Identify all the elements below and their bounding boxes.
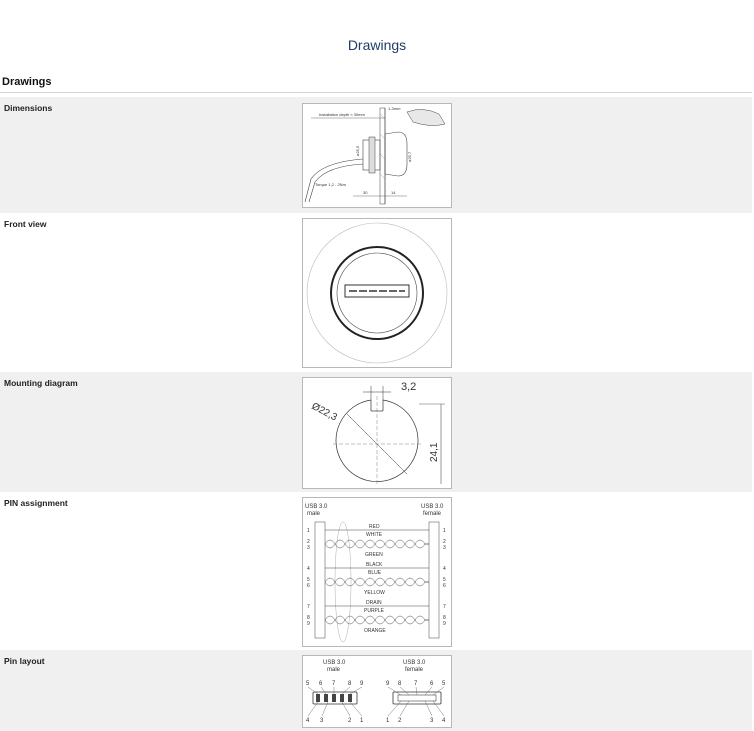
pa-pin-8-left: 8 xyxy=(307,615,310,621)
pa-pin-9-right: 9 xyxy=(443,621,446,627)
pin-assignment-drawing xyxy=(302,497,452,647)
wire-green: GREEN xyxy=(365,552,383,558)
pa-pin-1-left: 1 xyxy=(307,528,310,534)
wire-red: RED xyxy=(369,524,380,530)
heading-divider xyxy=(0,92,752,93)
pl-male-bottom-2: 3 xyxy=(320,718,324,724)
pa-pin-9-left: 9 xyxy=(307,621,310,627)
section-heading: Drawings xyxy=(2,76,52,88)
pa-pin-4-left: 4 xyxy=(307,566,310,572)
pl-female-bottom-2: 2 xyxy=(398,718,402,724)
installation-depth-label: Installation depth ≈ 30mm xyxy=(319,112,365,117)
front-view-drawing xyxy=(302,218,452,368)
pa-pin-2-right: 2 xyxy=(443,539,446,545)
pa-pin-7-left: 7 xyxy=(307,604,310,610)
pa-pin-7-right: 7 xyxy=(443,604,446,610)
wire-orange: ORANGE xyxy=(364,628,386,634)
pa-pin-1-right: 1 xyxy=(443,528,446,534)
pa-pin-4-right: 4 xyxy=(443,566,446,572)
row-front-view xyxy=(0,213,752,371)
height-label: 24,1 xyxy=(429,442,440,462)
pin-layout-drawing xyxy=(302,655,452,728)
page-title: Drawings xyxy=(347,37,407,53)
pa-pin-2-left: 2 xyxy=(307,539,310,545)
pl-male-label-1: USB 3.0 xyxy=(323,660,346,666)
row-label-mounting-diagram: Mounting diagram xyxy=(4,378,78,388)
pa-male-label-2: male xyxy=(307,511,321,517)
row-label-pin-layout: Pin layout xyxy=(4,656,45,666)
pl-male-top-4: 8 xyxy=(348,681,352,687)
pl-female-top-2: 8 xyxy=(398,681,402,687)
pa-pin-5-left: 5 xyxy=(307,577,310,583)
pa-male-label-1: USB 3.0 xyxy=(305,504,328,510)
pl-female-bottom-4: 4 xyxy=(442,718,446,724)
dia-right-label: ø25,7 xyxy=(407,151,412,162)
wire-drain: DRAIN xyxy=(366,600,382,606)
bottom-right-dim: 14 xyxy=(391,190,396,195)
pl-male-bottom-3: 2 xyxy=(348,718,352,724)
pa-pin-6-left: 6 xyxy=(307,583,310,589)
wire-blue: BLUE xyxy=(368,570,382,576)
slot-width-label: 3,2 xyxy=(401,381,417,393)
pl-female-bottom-1: 1 xyxy=(386,718,390,724)
pa-female-label-1: USB 3.0 xyxy=(421,504,444,510)
pl-male-label-2: male xyxy=(327,667,341,673)
wire-purple: PURPLE xyxy=(364,608,385,614)
pa-pin-5-right: 5 xyxy=(443,577,446,583)
pl-male-top-1: 5 xyxy=(306,681,310,687)
diameter-label: Ø22,3 xyxy=(309,400,339,424)
row-pin-layout xyxy=(0,650,752,731)
pl-male-top-3: 7 xyxy=(332,681,336,687)
pl-female-top-3: 7 xyxy=(414,681,418,687)
wire-black: BLACK xyxy=(366,562,383,568)
pl-male-top-5: 9 xyxy=(360,681,364,687)
row-label-pin-assignment: PIN assignment xyxy=(4,498,68,508)
pa-pin-3-left: 3 xyxy=(307,545,310,551)
wire-yellow: YELLOW xyxy=(364,590,385,596)
pl-female-top-1: 9 xyxy=(386,681,390,687)
dia-left-label: ø25,5 xyxy=(355,145,360,156)
row-label-front-view: Front view xyxy=(4,219,47,229)
dimensions-drawing xyxy=(302,103,452,208)
pa-female-label-2: female xyxy=(423,511,442,517)
row-mounting-diagram xyxy=(0,372,752,492)
pl-male-bottom-1: 4 xyxy=(306,718,310,724)
pl-male-bottom-4: 1 xyxy=(360,718,364,724)
row-pin-assignment xyxy=(0,492,752,650)
pa-pin-8-right: 8 xyxy=(443,615,446,621)
pl-male-top-2: 6 xyxy=(319,681,323,687)
top-dimension-label: 1-3mm xyxy=(388,106,401,111)
row-label-dimensions: Dimensions xyxy=(4,103,53,113)
pl-female-label-2: female xyxy=(405,667,424,673)
pl-female-label-1: USB 3.0 xyxy=(403,660,426,666)
wire-white: WHITE xyxy=(366,532,383,538)
torque-label: Torque 1,2 - 2Nm xyxy=(315,182,346,187)
pa-pin-3-right: 3 xyxy=(443,545,446,551)
row-dimensions xyxy=(0,97,752,213)
bottom-left-dim: 30 xyxy=(363,190,368,195)
pa-pin-6-right: 6 xyxy=(443,583,446,589)
pl-female-bottom-3: 3 xyxy=(430,718,434,724)
pl-female-top-5: 5 xyxy=(442,681,446,687)
pl-female-top-4: 6 xyxy=(430,681,434,687)
mounting-diagram-drawing xyxy=(302,377,452,489)
